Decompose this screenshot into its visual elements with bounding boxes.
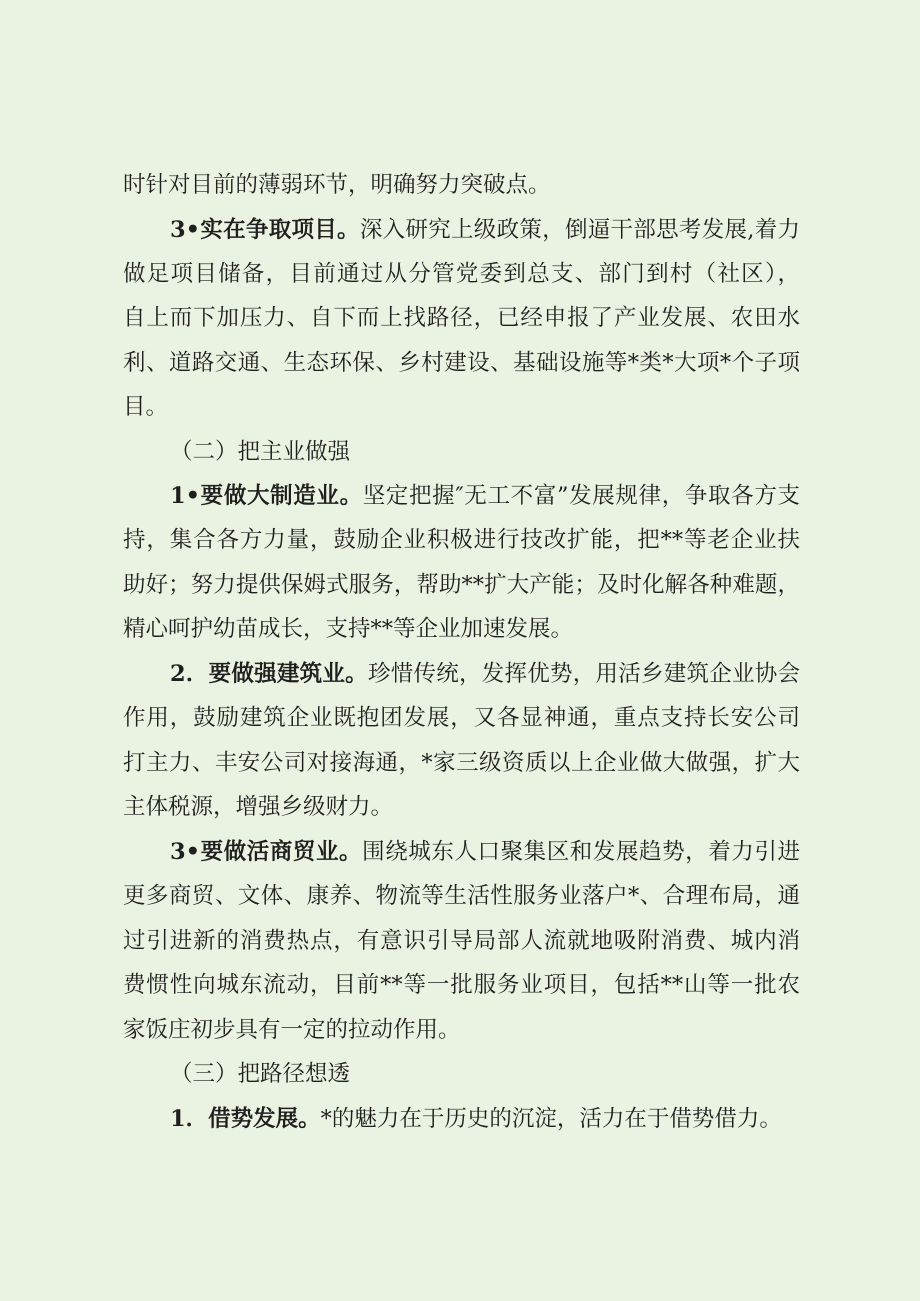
item-text: *的魅力在于历史的沉淀，活力在于借势借力。	[320, 1106, 782, 1132]
section-heading: （三）把路径想透	[170, 1061, 351, 1087]
body-text-line: 精心呵护幼苗成长，支持**等企业加速发展。	[123, 616, 574, 642]
item-text: 围绕城东人口聚集区和发展趋势，着力引进	[362, 839, 800, 865]
numbered-item-heading	[170, 1099, 800, 1139]
body-text-line: 自上而下加压力、自下而上找路径，已经申报了产业发展、农田水	[123, 305, 800, 331]
numbered-item-heading	[170, 476, 800, 516]
item-lead: 1•要做大制造业。	[170, 483, 363, 509]
body-text-line: 费惯性向城东流动，目前**等一批服务业项目，包括**山等一批农	[123, 972, 800, 998]
item-lead: 3•实在争取项目。	[170, 217, 360, 243]
body-text-line: 时针对目前的薄弱环节，明确努力突破点。	[123, 172, 551, 198]
numbered-item-heading	[170, 832, 800, 872]
body-text-line: 利、道路交通、生态环保、乡村建设、基础设施等*类*大项*个子项	[123, 350, 800, 376]
body-text-line: 做足项目储备，目前通过从分管党委到总支、部门到村（社区），	[123, 261, 800, 287]
body-text-line: 主体税源，增强乡级财力。	[123, 794, 394, 820]
numbered-item-heading	[170, 210, 800, 250]
body-text-line: 家饭庄初步具有一定的拉动作用。	[123, 1017, 461, 1043]
body-text-line: 打主力、丰安公司对接海通，*家三级资质以上企业做大做强，扩大	[123, 750, 800, 776]
body-text-line: 更多商贸、文体、康养、物流等生活性服务业落户*、合理布局，通	[123, 883, 800, 909]
body-text-line: 目。	[123, 394, 169, 420]
item-lead: 3•要做活商贸业。	[170, 839, 363, 865]
section-heading: （二）把主业做强	[170, 439, 351, 465]
numbered-item-heading	[170, 654, 800, 694]
body-text-line: 过引进新的消费热点，有意识引导局部人流就地吸附消费、城内消	[123, 928, 800, 954]
item-text: 珍惜传统，发挥优势，用活乡建筑企业协会	[367, 661, 800, 687]
item-text: 坚定把握″无工不富”发展规律，争取各方支	[362, 483, 800, 509]
item-text: 深入研究上级政策，倒逼干部思考发展,着力	[359, 217, 800, 243]
body-text-line: 作用，鼓励建筑企业既抱团发展，又各显神通，重点支持长安公司	[123, 705, 800, 731]
body-text-line: 持，集合各方力量，鼓励企业积极进行技改扩能，把**等老企业扶	[123, 527, 800, 553]
body-text-line: 助好；努力提供保姆式服务，帮助**扩大产能；及时化解各种难题，	[123, 572, 800, 598]
item-lead: 1．借势发展。	[170, 1106, 321, 1132]
item-lead: 2．要做强建筑业。	[170, 661, 368, 687]
